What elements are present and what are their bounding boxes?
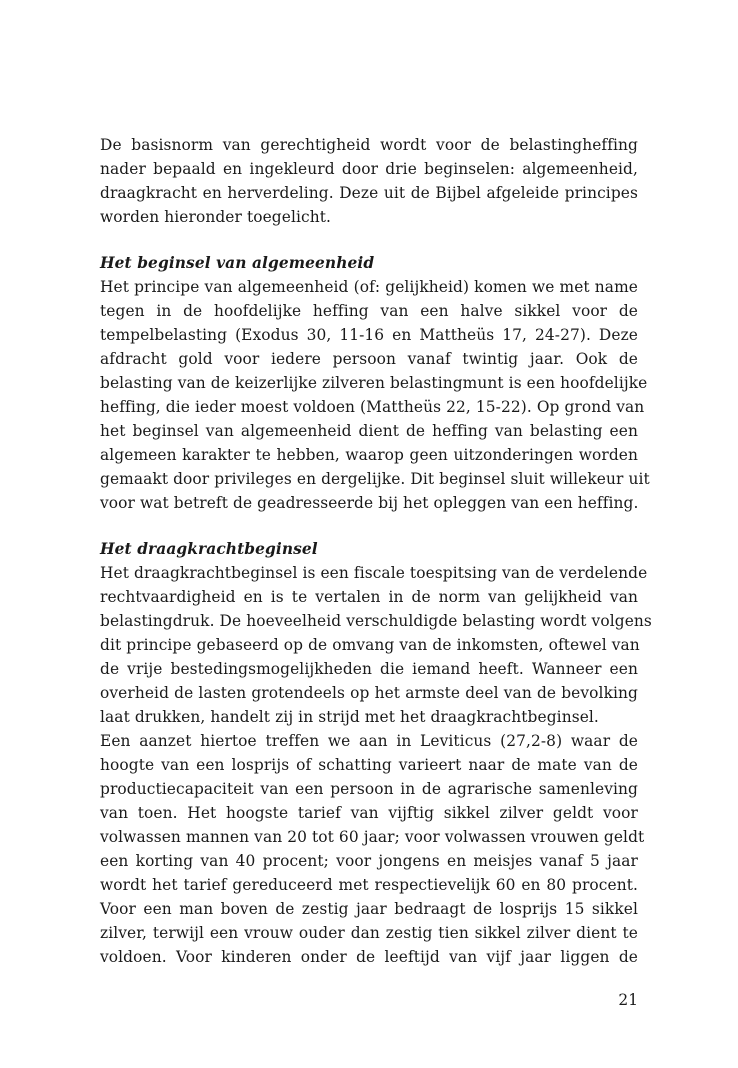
- text-line: voldoen. Voor kinderen onder de leeftijd van vijf jaar liggen de: [100, 948, 638, 966]
- text-line: De basisnorm van gerechtigheid wordt voor de belastingheffing: [100, 136, 638, 154]
- text-line: heffing, die ieder moest voldoen (Mattheüs 22, 15-22). Op grond van: [100, 398, 645, 416]
- text-line: afdracht gold voor iedere persoon vanaf twintig jaar. Ook de: [100, 350, 638, 368]
- text-line: algemeen karakter te hebben, waarop geen uitzonderingen worden: [100, 446, 638, 464]
- text-line: voor wat betreft de geadresseerde bij het opleggen van een heffing.: [100, 494, 639, 512]
- paragraph-draagkracht: [100, 561, 652, 729]
- paragraph-gap: [100, 229, 638, 251]
- paragraph-intro: [100, 133, 638, 229]
- text-line: Voor een man boven de zestig jaar bedraagt de losprijs 15 sikkel: [100, 900, 638, 918]
- text-line: wordt het tarief gereduceerd met respectievelijk 60 en 80 procent.: [100, 876, 638, 894]
- text-line: Een aanzet hiertoe treffen we aan in Leviticus (27,2-8) waar de: [100, 732, 638, 750]
- section-heading-algemeenheid: Het beginsel van algemeenheid: [100, 254, 375, 272]
- text-line: belastingdruk. De hoeveelheid verschuldigde belasting wordt volgens: [100, 612, 652, 630]
- text-line: laat drukken, handelt zij in strijd met het draagkrachtbeginsel.: [100, 708, 599, 726]
- text-line: overheid de lasten grotendeels op het armste deel van de bevolking: [100, 684, 638, 702]
- paragraph-algemeenheid: [100, 275, 650, 515]
- section-heading-draagkracht: Het draagkrachtbeginsel: [100, 540, 318, 558]
- text-line: de vrije bestedingsmogelijkheden die iemand heeft. Wanneer een: [100, 660, 638, 678]
- text-line: rechtvaardigheid en is te vertalen in de norm van gelijkheid van: [100, 588, 638, 606]
- text-line: dit principe gebaseerd op de omvang van de inkomsten, oftewel van: [100, 636, 640, 654]
- text-line: gemaakt door privileges en dergelijke. Dit beginsel sluit willekeur uit: [100, 470, 650, 488]
- text-line: volwassen mannen van 20 tot 60 jaar; voor volwassen vrouwen geldt: [100, 828, 645, 846]
- text-line: zilver, terwijl een vrouw ouder dan zestig tien sikkel zilver dient te: [100, 924, 638, 942]
- text-line: het beginsel van algemeenheid dient de heffing van belasting een: [100, 422, 638, 440]
- text-line: van toen. Het hoogste tarief van vijftig sikkel zilver geldt voor: [100, 804, 638, 822]
- page-body: [100, 133, 652, 969]
- text-line: een korting van 40 procent; voor jongens en meisjes vanaf 5 jaar: [100, 852, 638, 870]
- text-line: tegen in de hoofdelijke heffing van een halve sikkel voor de: [100, 302, 638, 320]
- text-line: worden hieronder toegelicht.: [100, 208, 332, 226]
- page-number: 21: [618, 991, 638, 1009]
- text-line: Het draagkrachtbeginsel is een fiscale toespitsing van de verdelende: [100, 564, 648, 582]
- text-line: nader bepaald en ingekleurd door drie beginselen: algemeenheid,: [100, 160, 638, 178]
- text-line: Het principe van algemeenheid (of: gelijkheid) komen we met name: [100, 278, 638, 296]
- text-line: belasting van de keizerlijke zilveren belastingmunt is een hoofdelijke: [100, 374, 648, 392]
- paragraph-leviticus: [100, 729, 645, 969]
- paragraph-gap: [100, 515, 638, 537]
- text-line: hoogte van een losprijs of schatting varieert naar de mate van de: [100, 756, 638, 774]
- text-line: productiecapaciteit van een persoon in de agrarische samenleving: [100, 780, 638, 798]
- text-line: tempelbelasting (Exodus 30, 11-16 en Mattheüs 17, 24-27). Deze: [100, 326, 638, 344]
- text-line: draagkracht en herverdeling. Deze uit de Bijbel afgeleide principes: [100, 184, 638, 202]
